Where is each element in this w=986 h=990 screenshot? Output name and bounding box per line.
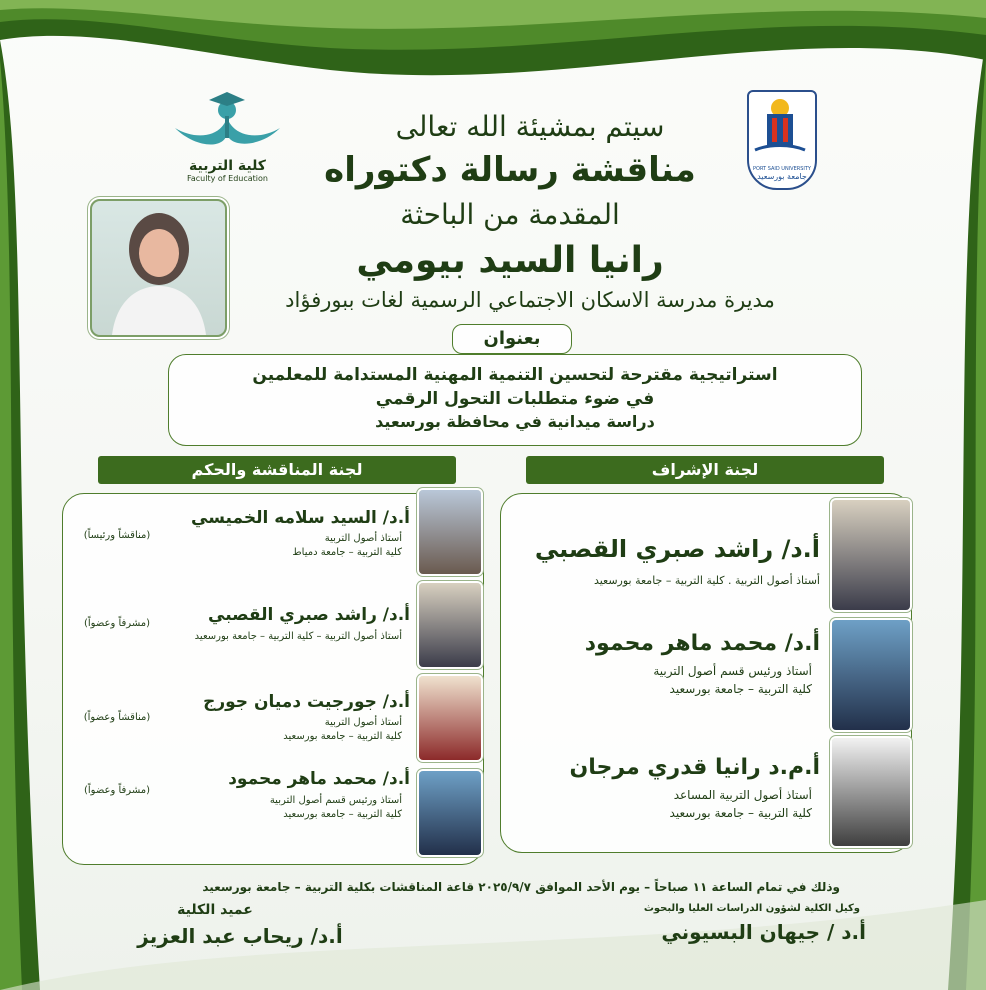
- member-role: (مناقشاً وعضواً): [83, 712, 151, 723]
- member-name: أ.د/ السيد سلامه الخميسي: [191, 508, 410, 528]
- member-position: أستاذ أصول التربية: [324, 717, 402, 728]
- member-photo: [419, 490, 481, 574]
- member-role: (مشرفاً وعضواً): [83, 618, 150, 629]
- university-name-ar: جامعة بورسعيد: [757, 172, 807, 181]
- vice-dean-title: وكيل الكلية لشؤون الدراسات العليا والبحوث: [643, 903, 860, 914]
- faculty-name-en: Faculty of Education: [187, 174, 268, 183]
- member-position: أستاذ أصول التربية المساعد: [673, 788, 812, 802]
- thesis-title-line2: في ضوء متطلبات التحول الرقمي: [375, 389, 655, 409]
- researcher-portrait-icon: [92, 201, 225, 335]
- university-name-en: PORT SAID UNIVERSITY: [753, 166, 811, 172]
- thesis-title-box: [168, 354, 862, 446]
- thesis-title-line3: دراسة ميدانية في محافظة بورسعيد: [375, 412, 655, 431]
- member-name: أ.م.د رانيا قدري مرجان: [569, 755, 820, 780]
- event-details: وذلك في تمام الساعة ١١ صباحاً – يوم الأحد الموافق ٢٠٢٥/٩/٧ قاعة المناقشات بكلية التربية – جامعة بورسعيد: [202, 880, 840, 894]
- member-photo: [832, 738, 910, 846]
- member-photo: [419, 676, 481, 760]
- member-affiliation: كلية التربية – جامعة بورسعيد: [669, 682, 812, 696]
- researcher-title: مديرة مدرسة الاسكان الاجتماعي الرسمية لغات ببورفؤاد: [285, 288, 775, 312]
- member-affiliation: كلية التربية – جامعة بورسعيد: [283, 809, 402, 820]
- header-line3: المقدمة من الباحثة: [400, 198, 620, 231]
- member-photo: [419, 771, 481, 855]
- member-affiliation: كلية التربية – جامعة بورسعيد: [283, 731, 402, 742]
- member-position: أستاذ أصول التربية – كلية التربية – جامعة بورسعيد: [194, 631, 402, 642]
- member-affiliation: كلية التربية – جامعة دمياط: [292, 547, 402, 558]
- member-position: أستاذ أصول التربية . كلية التربية – جامعة بورسعيد: [593, 574, 820, 587]
- thesis-label-box: [452, 324, 572, 354]
- faculty-logo-icon: [165, 88, 290, 158]
- supervision-committee-bar: لجنة الإشراف: [526, 456, 884, 484]
- member-name: أ.د/ راشد صبري القصبي: [208, 605, 410, 625]
- faculty-name-ar: كلية التربية: [189, 158, 266, 174]
- dean-title: عميد الكلية: [177, 902, 253, 918]
- member-photo: [832, 620, 910, 730]
- member-name: أ.د/ جورجيت دميان جورج: [203, 692, 410, 712]
- university-logo: [747, 90, 817, 190]
- header-line2: مناقشة رسالة دكتوراه: [324, 150, 696, 190]
- header-line1: سيتم بمشيئة الله تعالى: [395, 110, 665, 143]
- member-role: (مشرفاً وعضواً): [83, 785, 150, 796]
- member-name: أ.د/ راشد صبري القصبي: [534, 535, 820, 563]
- member-role: (مناقشاً ورئيساً): [83, 530, 151, 541]
- dean-name: أ.د/ ريحاب عبد العزيز: [137, 924, 343, 948]
- thesis-label: بعنوان: [483, 328, 541, 349]
- member-position: أستاذ ورئيس قسم أصول التربية: [269, 795, 402, 806]
- thesis-title-line1: استراتيجية مقترحة لتحسين التنمية المهنية المستدامة للمعلمين: [252, 365, 778, 385]
- researcher-name: رانيا السيد بيومي: [356, 240, 664, 281]
- researcher-photo: [90, 199, 227, 337]
- member-position: أستاذ أصول التربية: [324, 533, 402, 544]
- member-name: أ.د/ محمد ماهر محمود: [228, 769, 410, 789]
- faculty-logo: [165, 88, 290, 183]
- member-affiliation: كلية التربية – جامعة بورسعيد: [669, 806, 812, 820]
- examination-committee-bar: لجنة المناقشة والحكم: [98, 456, 456, 484]
- university-crest-icon: [749, 92, 811, 162]
- member-position: أستاذ ورئيس قسم أصول التربية: [653, 664, 812, 678]
- member-photo: [419, 583, 481, 667]
- member-photo: [832, 500, 910, 610]
- vice-dean-name: أ.د / جيهان البسيوني: [661, 920, 866, 944]
- member-name: أ.د/ محمد ماهر محمود: [584, 631, 820, 656]
